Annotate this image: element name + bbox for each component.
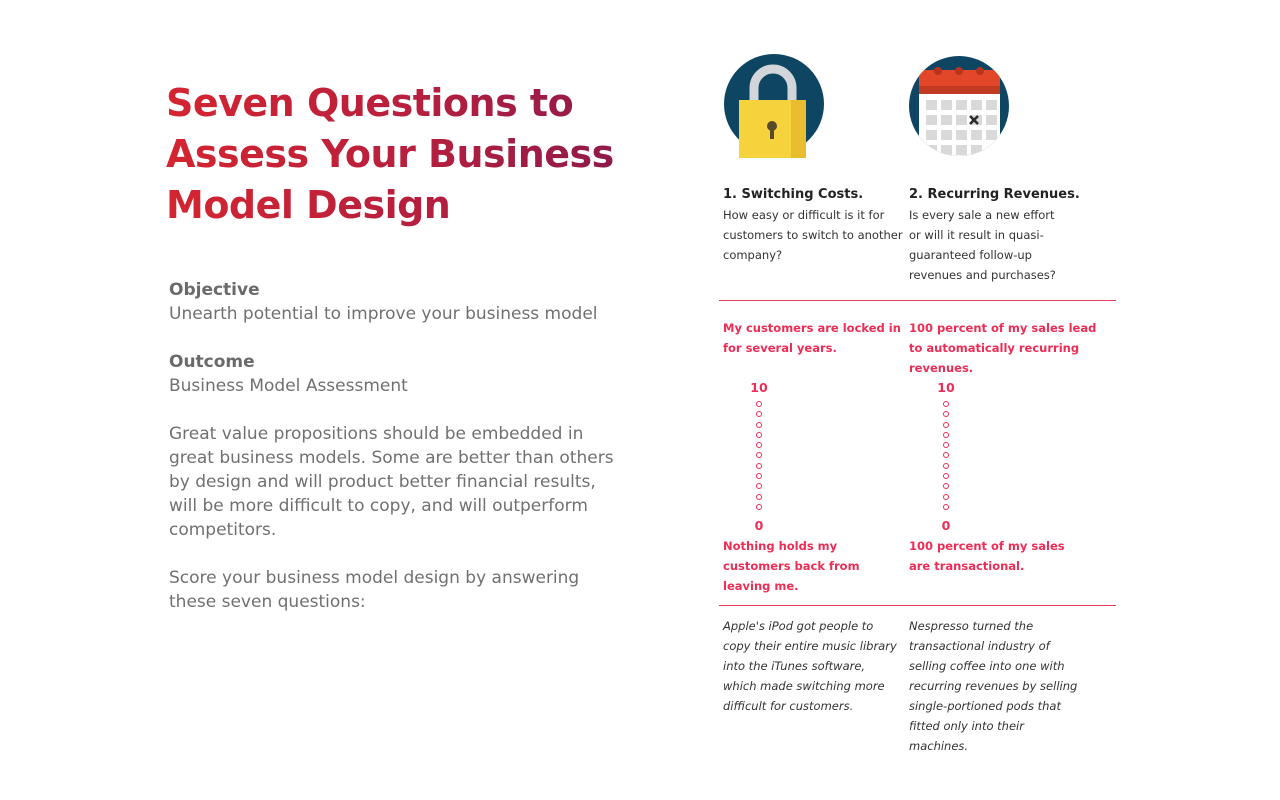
question-1-title: 1. Switching Costs.	[723, 187, 864, 202]
outcome-label: Outcome	[169, 352, 255, 372]
score-option[interactable]	[943, 401, 949, 407]
question-2-score-scale	[942, 401, 950, 514]
score-option[interactable]	[943, 483, 949, 489]
score-option[interactable]	[756, 483, 762, 489]
score-option[interactable]	[943, 473, 949, 479]
score-option[interactable]	[756, 494, 762, 500]
score-option[interactable]	[943, 422, 949, 428]
score-option[interactable]	[756, 401, 762, 407]
score-option[interactable]	[756, 411, 762, 417]
divider-top	[719, 300, 1116, 301]
question-1-scale-top: 10	[750, 380, 768, 395]
page-title	[166, 78, 626, 231]
score-option[interactable]	[756, 422, 762, 428]
question-2-text: Is every sale a new effort or will it result in quasi-guaranteed follow-up revenues and purchases?	[909, 208, 1056, 282]
question-2-example: Nespresso turned the transactional industry of selling coffee into one with recurring revenues by selling single-portioned pods that fitted only into their machines.	[909, 619, 1078, 753]
instruction-paragraph: Score your business model design by answering these seven questions:	[169, 568, 580, 612]
question-2-scale-top: 10	[937, 380, 955, 395]
question-2-scale-bottom: 0	[941, 518, 951, 533]
question-2-title: 2. Recurring Revenues.	[909, 187, 1080, 202]
question-1-score-scale	[755, 401, 763, 514]
objective-value: Unearth potential to improve your business model	[169, 304, 598, 324]
question-1-low-label: Nothing holds my customers back from leaving me.	[723, 539, 860, 593]
score-option[interactable]	[756, 463, 762, 469]
score-option[interactable]	[756, 432, 762, 438]
score-option[interactable]	[756, 504, 762, 510]
title-line-1: Seven Questions to	[166, 81, 574, 125]
calendar-icon	[909, 56, 1013, 160]
title-line-2: Assess Your Business	[166, 132, 614, 176]
intro-paragraph: Great value propositions should be embedded in great business models. Some are better than others by design and will product better financial results, will be more difficult to copy, and will outperform competitors.	[169, 424, 614, 540]
score-option[interactable]	[756, 442, 762, 448]
score-option[interactable]	[943, 432, 949, 438]
score-option[interactable]	[943, 504, 949, 510]
divider-bottom	[719, 605, 1116, 606]
score-option[interactable]	[756, 452, 762, 458]
score-option[interactable]	[756, 473, 762, 479]
score-option[interactable]	[943, 442, 949, 448]
outcome-value: Business Model Assessment	[169, 376, 408, 396]
title-line-3: Model Design	[166, 183, 451, 227]
question-1-text: How easy or difficult is it for customers to switch to another company?	[723, 208, 903, 262]
question-2-high-label: 100 percent of my sales lead to automatically recurring revenues.	[909, 321, 1097, 375]
intro-section	[169, 278, 614, 638]
question-1-scale-bottom: 0	[754, 518, 764, 533]
score-option[interactable]	[943, 463, 949, 469]
score-option[interactable]	[943, 411, 949, 417]
question-2-low-label: 100 percent of my sales are transactional.	[909, 539, 1065, 573]
question-1-high-label: My customers are locked in for several years.	[723, 321, 901, 355]
score-option[interactable]	[943, 494, 949, 500]
question-1-example: Apple's iPod got people to copy their entire music library into the iTunes software, which made switching more difficult for customers.	[723, 619, 897, 713]
objective-label: Objective	[169, 280, 260, 300]
score-option[interactable]	[943, 452, 949, 458]
padlock-icon	[724, 54, 828, 160]
